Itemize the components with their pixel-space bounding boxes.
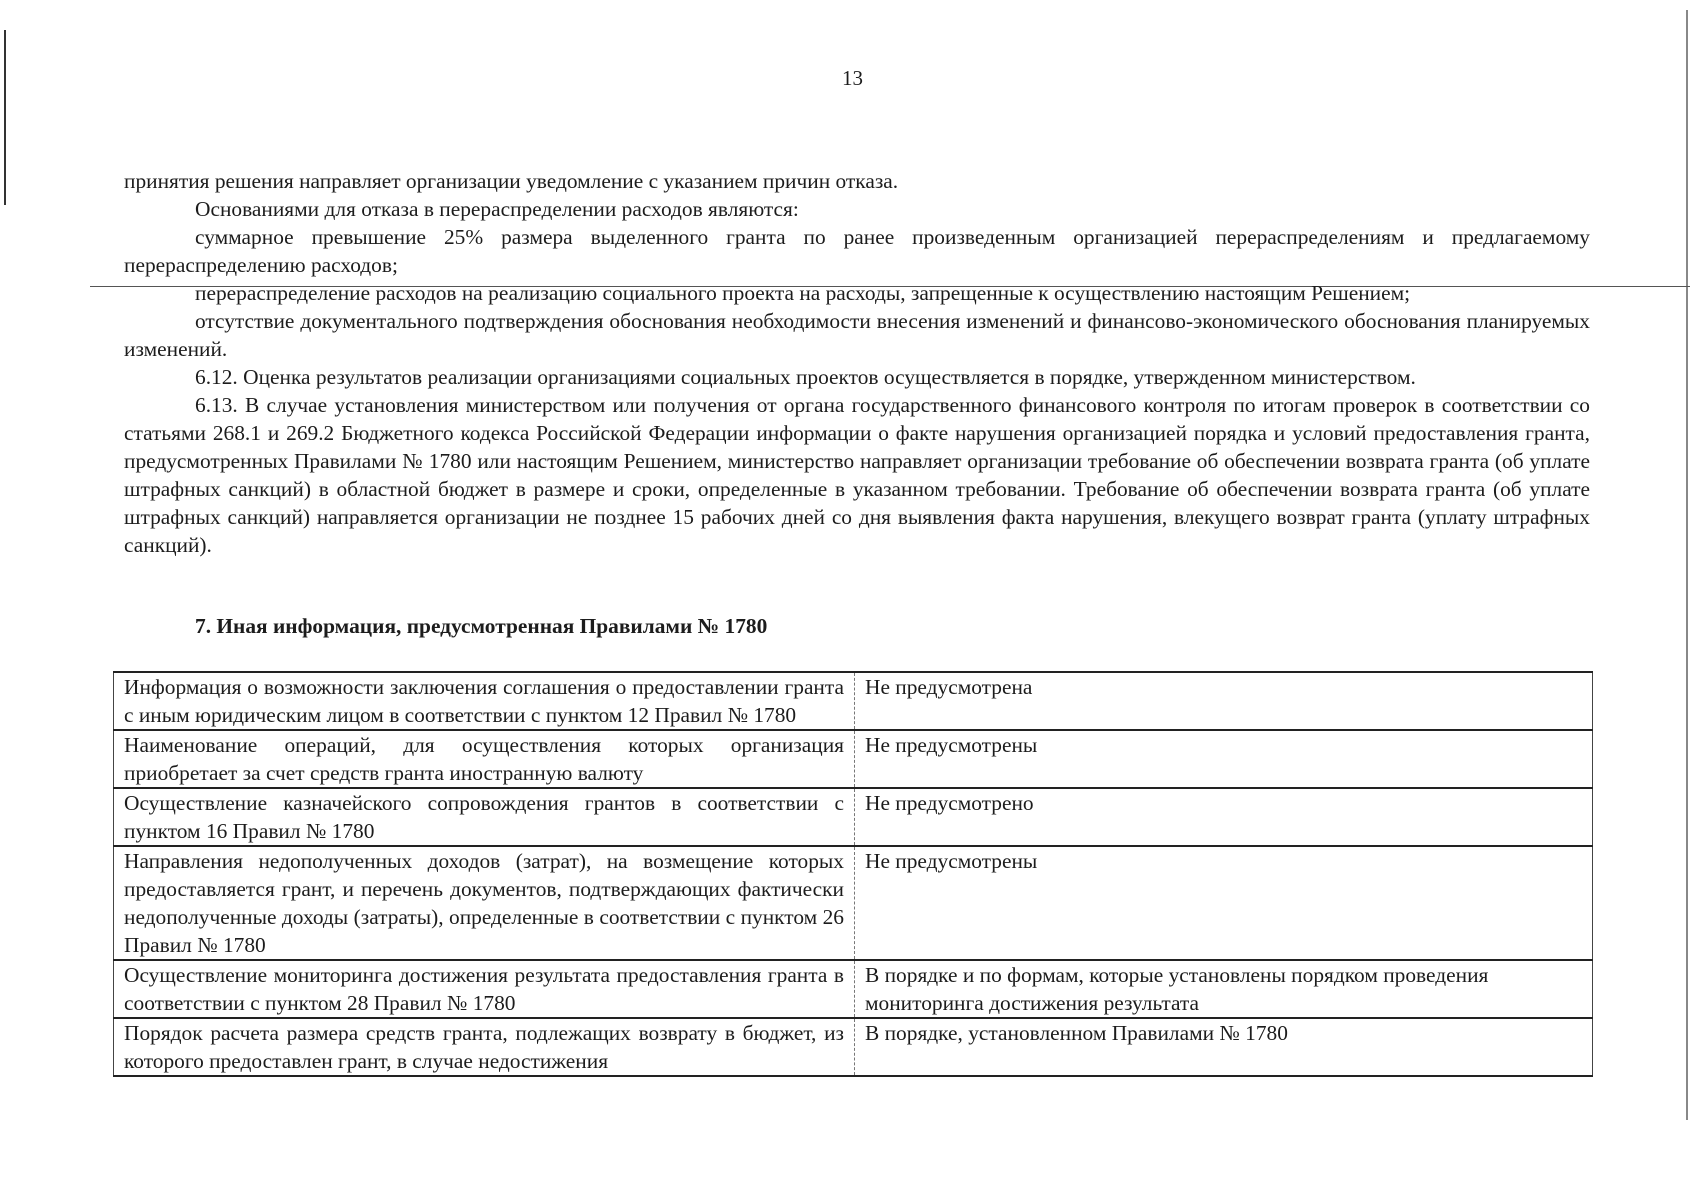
- paragraph: Основаниями для отказа в перераспределении расходов являются:: [195, 197, 799, 221]
- info-table: [113, 671, 1593, 1077]
- paragraph: принятия решения направляет организации уведомление с указанием причин отказа.: [124, 169, 899, 193]
- table-cell-label: Направления недополученных доходов (затрат), на возмещение которых предоставляется грант, и перечень документов, подтверждающих фактически недополученные доходы (затраты), определенные в соответствии с пунктом 26 Правил № 1780: [114, 846, 855, 960]
- right-margin-scan-line: [1686, 10, 1688, 1120]
- table-cell-value: В порядке, установленном Правилами № 1780: [855, 1018, 1593, 1076]
- paragraph: отсутствие документального подтверждения обоснования необходимости внесения изменений и финансово-экономического обоснования планируемых изменений.: [124, 309, 1590, 361]
- table-row: [114, 1018, 1593, 1076]
- table-cell-value: Не предусмотрено: [855, 788, 1593, 846]
- table-cell-label: [114, 1018, 855, 1076]
- page-number: 13: [842, 66, 863, 90]
- table-row: [114, 788, 1593, 846]
- table-cell-label: Осуществление мониторинга достижения результата предоставления гранта в соответствии с пунктом 28 Правил № 1780: [114, 960, 855, 1018]
- left-margin-scan-line: [4, 30, 6, 205]
- table-cell-label: Осуществление казначейского сопровождения грантов в соответствии с пунктом 16 Правил № 1780: [114, 788, 855, 846]
- table-cell-value: Не предусмотрена: [855, 672, 1593, 730]
- table-row: [114, 672, 1593, 730]
- table-row: [114, 960, 1593, 1018]
- paragraph: 6.12. Оценка результатов реализации организациями социальных проектов осуществляется в порядке, утвержденном министерством.: [195, 365, 1416, 389]
- table-row: [114, 730, 1593, 788]
- table-cell-label-text: Порядок расчета размера средств гранта, подлежащих возврату в бюджет, из которого предоставлен грант, в случае недостижения: [124, 1021, 844, 1073]
- table-cell-value: Не предусмотрены: [855, 846, 1593, 960]
- section-heading: 7. Иная информация, предусмотренная Правилами № 1780: [195, 614, 768, 638]
- table-cell-value: В порядке и по формам, которые установлены порядком проведения мониторинга достижения результата: [855, 960, 1593, 1018]
- table-cell-label: Наименование операций, для осуществления которых организация приобретает за счет средств гранта иностранную валюту: [114, 730, 855, 788]
- table-cell-label: Информация о возможности заключения соглашения о предоставлении гранта с иным юридическим лицом в соответствии с пунктом 12 Правил № 1780: [114, 672, 855, 730]
- paragraph: 6.13. В случае установления министерством или получения от органа государственного финансового контроля по итогам проверок в соответствии со статьями 268.1 и 269.2 Бюджетного кодекса Российской Федерации информации о факте нарушения организацией порядка и условий предоставления гранта, предусмотренных Правилами № 1780 или настоящим Решением, министерство направляет организации требование об обеспечении возврата гранта (об уплате штрафных санкций) в областной бюджет в размере и сроки, определенные в указанном требовании. Требование об обеспечении возврата гранта (об уплате штрафных санкций) направляется организации не позднее 15 рабочих дней со дня выявления факта нарушения, влекущего возврат гранта (уплату штрафных санкций).: [124, 393, 1590, 557]
- paragraph: перераспределение расходов на реализацию социального проекта на расходы, запрещенные к осуществлению настоящим Решением;: [195, 281, 1411, 305]
- paragraph: суммарное превышение 25% размера выделенного гранта по ранее произведенным организацией перераспределениям и предлагаемому перераспределению расходов;: [124, 225, 1590, 277]
- table-cell-value: Не предусмотрены: [855, 730, 1593, 788]
- table-row: [114, 846, 1593, 960]
- body-text: [124, 167, 1590, 559]
